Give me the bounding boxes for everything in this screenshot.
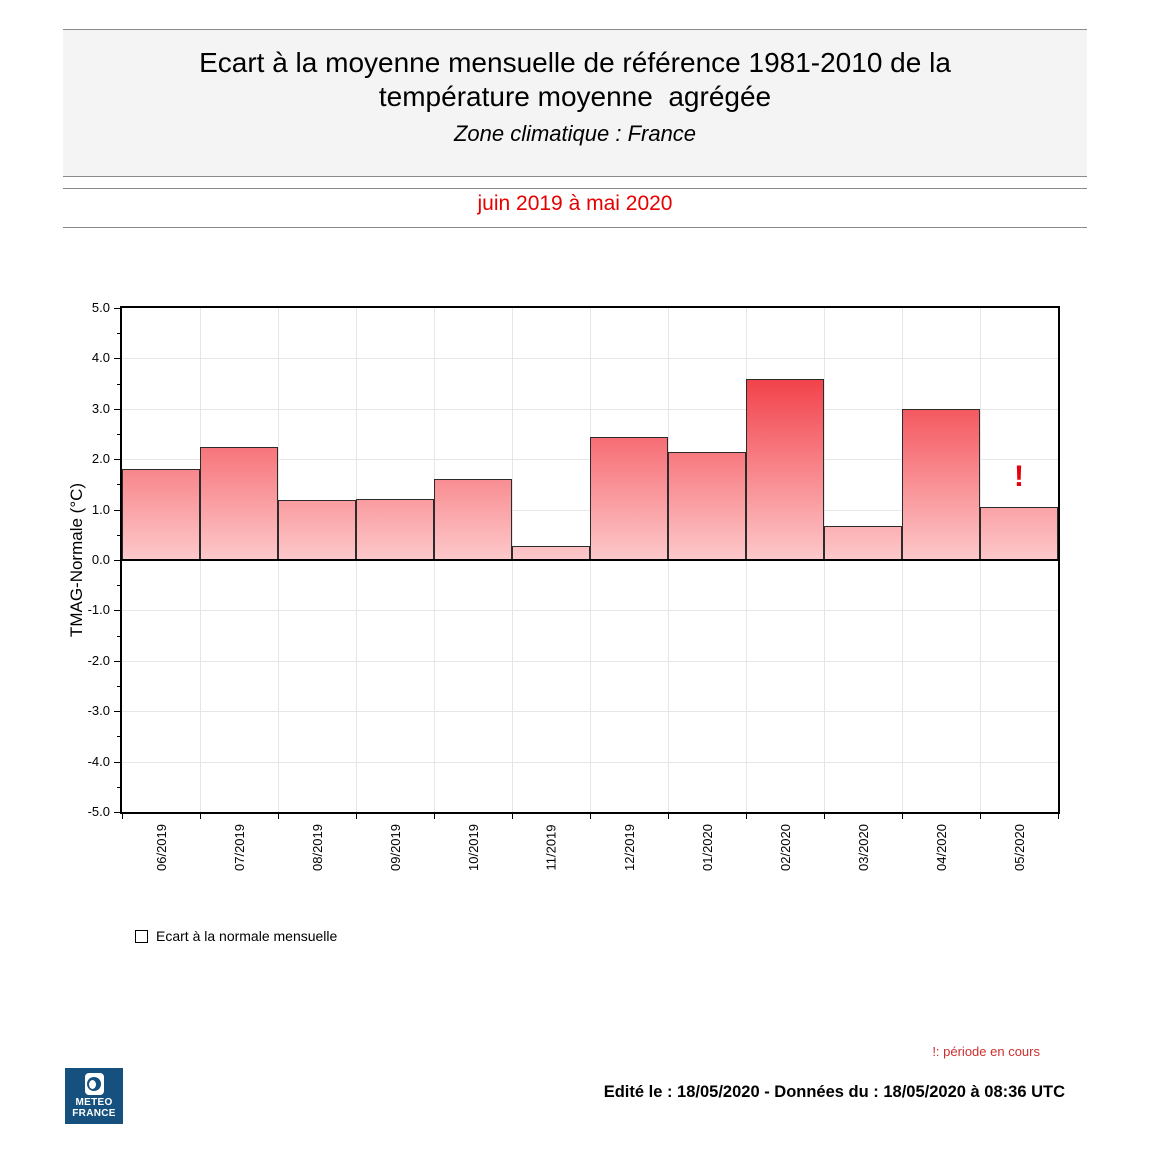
current-period-marker: ! — [1014, 460, 1024, 494]
y-axis-minor-tick — [117, 686, 120, 687]
chart-subtitle-zone: Zone climatique : France — [453, 121, 697, 146]
legend-label: Ecart à la normale mensuelle — [156, 928, 338, 944]
x-tick-label — [746, 816, 824, 878]
y-axis-tick — [114, 711, 120, 712]
chart-period: juin 2019 à mai 2020 — [477, 192, 673, 215]
bar-02/2020 — [746, 379, 824, 560]
y-axis-minor-tick — [117, 535, 120, 536]
x-tick-label — [122, 816, 200, 878]
meteo-france-moon-icon — [85, 1073, 104, 1095]
x-tick-label-text: 03/2020 — [855, 823, 871, 871]
x-tick-label-text: 04/2020 — [933, 823, 949, 871]
y-tick-label: 4.0 — [91, 350, 110, 366]
y-axis-tick — [114, 812, 120, 813]
y-axis-tick — [114, 560, 120, 561]
y-tick-label: 3.0 — [91, 400, 110, 416]
y-axis-tick — [114, 459, 120, 460]
x-tick-label-text: 07/2019 — [231, 823, 247, 871]
x-tick-label — [278, 816, 356, 878]
legend — [135, 928, 337, 944]
y-axis-minor-tick — [117, 736, 120, 737]
x-tick-label-text: 08/2019 — [309, 823, 325, 871]
x-tick-label — [902, 816, 980, 878]
bar-01/2020 — [668, 452, 746, 560]
x-tick-label-text: 11/2019 — [543, 823, 559, 871]
y-axis-tick — [114, 358, 120, 359]
bar-12/2019 — [590, 437, 668, 560]
y-axis-minor-tick — [117, 585, 120, 586]
y-axis-tick — [114, 762, 120, 763]
chart-title-line1: Ecart à la moyenne mensuelle de référence 1981-2010 de la — [199, 47, 951, 78]
bar-04/2020 — [902, 409, 980, 560]
bar-09/2019 — [356, 499, 434, 560]
chart-header — [63, 29, 1087, 177]
x-axis-zero-line — [122, 559, 1058, 561]
meteo-france-logo — [65, 1068, 123, 1124]
y-axis-minor-tick — [117, 787, 120, 788]
y-axis-tick — [114, 409, 120, 410]
y-tick-label: -1.0 — [87, 602, 110, 618]
y-axis-minor-tick — [117, 434, 120, 435]
x-tick-label-text: 12/2019 — [621, 823, 637, 871]
x-tick-label — [512, 816, 590, 878]
y-axis-tick — [114, 661, 120, 662]
x-tick-label — [590, 816, 668, 878]
plot-area — [87, 300, 1060, 871]
bar-10/2019 — [434, 479, 512, 560]
x-tick-label-text: 02/2020 — [777, 823, 793, 871]
y-axis-minor-tick — [117, 333, 120, 334]
bar-08/2019 — [278, 500, 356, 560]
x-tick-label-text: 05/2020 — [1011, 823, 1027, 871]
edition-timestamp: Edité le : 18/05/2020 - Données du : 18/05/2020 à 08:36 UTC — [603, 1083, 1065, 1101]
separator-line — [63, 227, 1087, 228]
y-tick-label: -5.0 — [87, 804, 110, 819]
y-tick-label: 2.0 — [91, 451, 110, 467]
bar-06/2019 — [122, 469, 200, 560]
x-tick-label — [980, 816, 1058, 878]
x-tick-label — [434, 816, 512, 878]
bar-03/2020 — [824, 526, 902, 560]
x-tick-label — [200, 816, 278, 878]
x-tick-label-text: 01/2020 — [699, 823, 715, 871]
x-tick-label-text: 09/2019 — [387, 823, 403, 871]
y-tick-label: -4.0 — [87, 753, 110, 769]
y-axis-title: TMAG-Normale (°C) — [67, 482, 86, 638]
x-tick-label-text: 10/2019 — [465, 823, 481, 871]
y-axis-minor-tick — [117, 636, 120, 637]
y-tick-label: -2.0 — [87, 652, 110, 668]
y-tick-label: 0.0 — [91, 552, 110, 567]
bar-07/2019 — [200, 447, 278, 560]
legend-swatch-icon — [135, 930, 148, 943]
y-tick-label: -3.0 — [87, 703, 110, 719]
logo-crescent-shape — [89, 1080, 96, 1089]
logo-text-france: FRANCE — [72, 1108, 116, 1119]
current-period-note: !: période en cours — [932, 1044, 1040, 1059]
y-axis-tick — [114, 510, 120, 511]
y-axis-minor-tick — [117, 484, 120, 485]
bar-05/2020 — [980, 507, 1058, 560]
logo-text-meteo: METEO — [75, 1097, 113, 1108]
y-axis-tick — [114, 610, 120, 611]
y-axis-minor-tick — [117, 384, 120, 385]
y-axis-tick — [114, 308, 120, 309]
separator-line — [63, 188, 1087, 189]
bar-11/2019 — [512, 546, 590, 560]
x-tick-label — [824, 816, 902, 878]
y-tick-label: 1.0 — [91, 501, 110, 517]
x-tick-label — [356, 816, 434, 878]
x-tick-label-text: 06/2019 — [153, 823, 169, 871]
chart-title-line2: température moyenne agrégée — [378, 81, 772, 112]
y-tick-label: 5.0 — [91, 300, 110, 315]
x-tick-label — [668, 816, 746, 878]
